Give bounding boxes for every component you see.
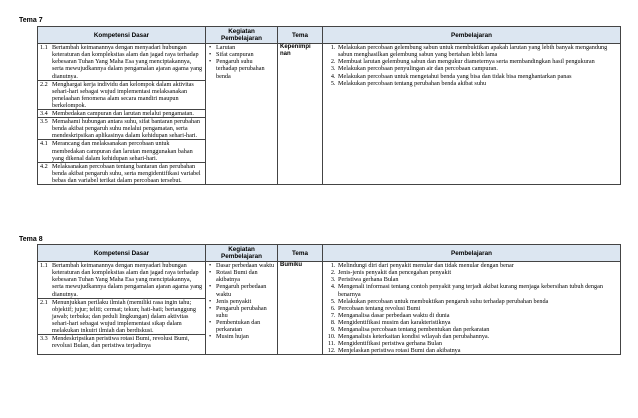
kd-text: Merancang dan melaksanakan percobaan untuk membedakan campuran dan larutan menggunakan bahan yang dikenal dalam kehidupan sehari-hari. — [52, 140, 193, 162]
header-kegiatan-pembelajaran: Kegiatan Pembelajaran — [206, 27, 278, 44]
pembelajaran-item: 8. Mengidentifikasi musim dan karakteristiknya — [337, 319, 618, 326]
header-kegiatan-pembelajaran: Kegiatan Pembelajaran — [206, 245, 278, 262]
pembelajaran-item: 7. Menganalisa dasar perbedaan waktu di dunia — [337, 312, 618, 319]
tema-name: Bumiku — [278, 262, 323, 355]
kegiatan-item: • Rotasi Bumi dan akibatnya — [216, 269, 275, 283]
kd-text: Melaksanakan percobaan tentang bantaran dan perubahan benda akibat pengaruh suhu, serta mengidentifikasi variabel bebas dan variabel terikat dalam percobaan tersebut. — [52, 162, 201, 184]
kegiatan-cell — [206, 262, 278, 355]
kd-cell — [38, 262, 206, 355]
kegiatan-item: • Jenis penyakit — [216, 298, 275, 305]
kd-text: Mendeskripsikan peristiwa rotasi Bumi, revolusi Bumi, revolusi Bulan, dan peristiwa terjadinya — [52, 335, 190, 350]
kd-text: Memahami hubungan antara suhu, sifat bantaran perubahan benda akibat pengaruh suhu melalui pengamatan, serta mendeskripsikan aplikasinya dalam kehidupan sehari-hari. — [52, 118, 200, 140]
kd-number: 2.2 — [40, 80, 48, 88]
pembelajaran-item: 11. Mengidentifikasi peristiwa gerhana Bulan — [337, 340, 618, 347]
kd-text: Bertambah keimanannya dengan menyadari hubungan keteraturan dan kompleksitas alam dan jagad raya terhadap kebesaran Tuhan Yang Maha Esa yang menciptakannya, serta mewujudkannya dalam pengamalan ajaran agama yang dianutnya. — [52, 44, 203, 80]
pembelajaran-item: 4. Melakukan percobaan untuk mengetahui benda yang bisa dan tidak bisa menghantarkan panas — [337, 73, 618, 80]
kd-text: Bertambah keimanannya dengan menyadari hubungan keteraturan dan kompleksitas alam dan jagad raya terhadap kebesaran Tuhan Yang Maha Esa yang menciptakannya, serta mewujudkannya dalam pengamalan ajaran agama yang dianutnya. — [52, 262, 203, 298]
pembelajaran-item: 9. Menganalisa percobaan tentang pembentukan dan perkaratan — [337, 326, 618, 333]
pembelajaran-cell — [323, 44, 621, 185]
pembelajaran-item: 1. Melakukan percobaan gelembung sabun untuk membuktikan apakah larutan yang lebih banyak mengandung sabun menghasilkan gelembung sabun yang bertahan lebih lama — [337, 44, 618, 58]
kd-item — [38, 140, 205, 162]
header-kompetensi-dasar: Kompetensi Dasar — [38, 245, 206, 262]
header-pembelajaran: Pembelajaran — [323, 245, 621, 262]
pembelajaran-item: 1. Melindungi diri dari penyakit menular dan tidak menular dengan benar — [337, 262, 618, 269]
kegiatan-item: • Musim hujan — [216, 333, 275, 340]
header-tema: Tema — [278, 27, 323, 44]
kd-text: Menghargai kerja individu dan kelompok dalam aktivitas sehari-hari sebagai wujud implementasi melaksanakan penelaahan fenomena alam secara mandiri maupun berkelompok. — [52, 80, 194, 109]
kegiatan-item: • Sifat campuran — [216, 51, 275, 58]
tema-7-table — [37, 26, 621, 185]
kd-number: 3.3 — [40, 335, 48, 343]
pembelajaran-item: 6. Percobaan tentang revolusi Bumi — [337, 305, 618, 312]
pembelajaran-item: 2. Jenis-jenis penyakit dan pencegahan penyakit — [337, 269, 618, 276]
header-tema: Tema — [278, 245, 323, 262]
kegiatan-item: • Pembentukan dan perkaratan — [216, 319, 275, 333]
kegiatan-item: • Pengaruh perbedaan waktu — [216, 283, 275, 297]
tema-name: Kepenimpi nan — [278, 44, 323, 185]
pembelajaran-item: 3. Melakukan percobaan penyulingan air dan percobaan campuran. — [337, 65, 618, 72]
tema-8-title: Tema 8 — [19, 236, 43, 243]
tema-8-table — [37, 244, 621, 355]
kd-item — [38, 299, 205, 335]
pembelajaran-item: 10. Menganalisis keterkaitan kondisi wilayah dan perubahannya. — [337, 333, 618, 340]
pembelajaran-item: 5. Melakukan percobaan untuk membuktikan pengaruh suhu terhadap perubahan benda — [337, 298, 618, 305]
kd-item — [38, 110, 205, 118]
pembelajaran-cell — [323, 262, 621, 355]
pembelajaran-item: 12. Menjelaskan peristiwa rotasi Bumi dan akibatnya — [337, 347, 618, 354]
kd-item — [38, 81, 205, 110]
kd-cell — [38, 44, 206, 185]
kd-number: 3.4 — [40, 110, 48, 118]
kd-number: 2.1 — [40, 298, 48, 306]
pembelajaran-item: 4. Mengenali informasi tentang contoh penyakit yang terjadi akibat kurang menjaga kebersihan tubuh dengan benarnya — [337, 283, 618, 297]
kd-text: Menunjukkan perilaku ilmiah (memiliki rasa ingin tahu; objektif; jujur; teliti; cermat; tekun; hati-hati; bertanggung jawab; terbuka; dan peduli lingkungan) dalam aktivitas sehari-hari sebagai wujud implementasi sikap dalam melakukan inkuiri ilmiah dan berdiskusi. — [52, 298, 196, 335]
kd-text: Membedakan campuran dan larutan melalui pengamatan. — [52, 110, 194, 118]
pembelajaran-item: 5. Melakukan percobaan tentang perubahan benda akibat suhu — [337, 80, 618, 87]
header-pembelajaran: Pembelajaran — [323, 27, 621, 44]
kd-item — [38, 118, 205, 140]
kd-number: 1.1 — [40, 44, 48, 52]
pembelajaran-item: 2. Membuat larutan gelembung sabun dan mengukur diameternya serta membandingkan hasil pengukuran — [337, 58, 618, 65]
kd-number: 1.1 — [40, 262, 48, 270]
kegiatan-cell — [206, 44, 278, 185]
kd-item — [38, 335, 205, 349]
kd-item — [38, 262, 205, 298]
kegiatan-item: • Pengaruh suhu terhadap perubahan benda — [216, 58, 275, 79]
kd-item — [38, 44, 205, 80]
kd-number: 4.2 — [40, 162, 48, 170]
kd-number: 3.5 — [40, 118, 48, 126]
kegiatan-item: • Dasar perbedaan waktu — [216, 262, 275, 269]
kegiatan-item: • Pengaruh perubahan suhu — [216, 305, 275, 319]
pembelajaran-item: 3. Peristiwa gerhana Bulan — [337, 276, 618, 283]
kd-item — [38, 163, 205, 184]
header-kompetensi-dasar: Kompetensi Dasar — [38, 27, 206, 44]
tema-7-title: Tema 7 — [19, 17, 43, 24]
kd-number: 4.1 — [40, 140, 48, 148]
kegiatan-item: • Larutan — [216, 44, 275, 51]
